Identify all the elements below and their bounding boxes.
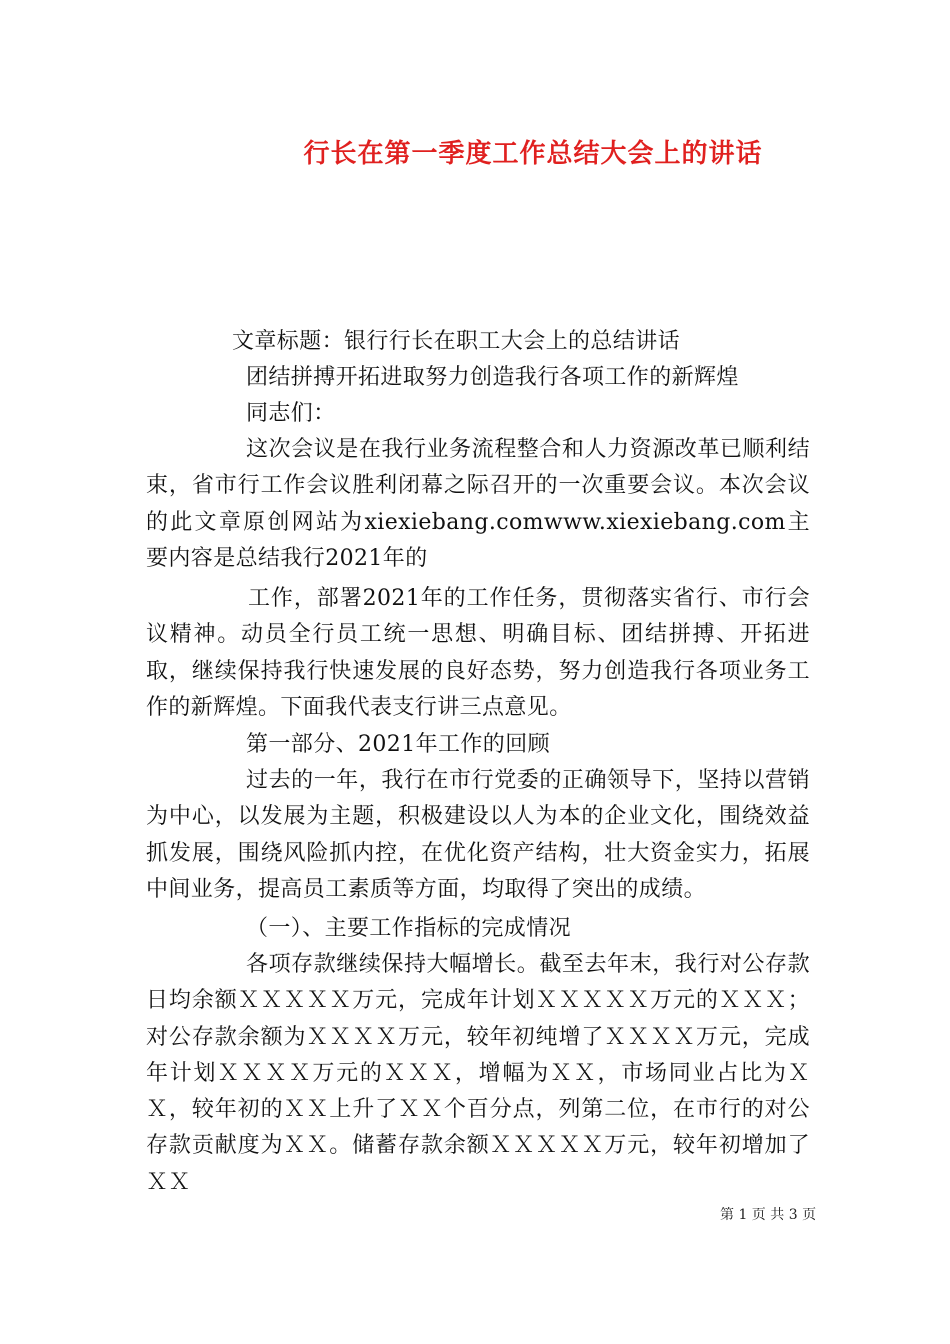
page-number: 第 1 页 共 3 页 (720, 1207, 817, 1223)
subtitle: 团结拼搏开拓进取努力创造我行各项工作的新辉煌 (246, 365, 739, 390)
paragraph-1: 这次会议是在我行业务流程整合和人力资源改革已顺利结束，省市行工作会议胜利闭幕之际召开的一次重要会议。本次会议的此文章原创网站为xiexiebang.comwww.xiexiebang.com主要内容是总结我行2021年的 (146, 437, 810, 571)
paragraph-3: 过去的一年，我行在市行党委的正确领导下，坚持以营销为中心，以发展为主题，积极建设以人为本的企业文化，围绕效益抓发展，围绕风险抓内控，在优化资产结构，壮大资金实力，拓展中间业务，提高员工素质等方面，均取得了突出的成绩。 (146, 768, 810, 902)
salutation: 同志们： (246, 401, 336, 426)
subsection-heading-1: （一）、主要工作指标的完成情况 (246, 916, 572, 941)
paragraph-2: 工作，部署2021年的工作任务，贯彻落实省行、市行会议精神。动员全行员工统一思想、明确目标、团结拼搏、开拓进取，继续保持我行快速发展的良好态势，努力创造我行各项业务工作的新辉煌。下面我代表支行讲三点意见。 (146, 586, 810, 720)
paragraph-4: 各项存款继续保持大幅增长。截至去年末，我行对公存款日均余额ＸＸＸＸＸ万元，完成年计划ＸＸＸＸＸ万元的ＸＸＸ；对公存款余额为ＸＸＸＸ万元，较年初纯增了ＸＸＸＸ万元，完成年计划ＸＸＸＸ万元的ＸＸＸ，增幅为ＸＸ，市场同业占比为ＸＸ，较年初的ＸＸ上升了ＸＸ个百分点，列第二位，在市行的对公存款贡献度为ＸＸ。储蓄存款余额ＸＸＸＸＸ万元，较年初增加了ＸＸ (146, 952, 810, 1195)
section-heading-1: 第一部分、2021年工作的回顾 (246, 732, 550, 757)
document-title: 行长在第一季度工作总结大会上的讲话 (303, 139, 763, 169)
article-title: 文章标题：银行行长在职工大会上的总结讲话 (232, 329, 681, 354)
